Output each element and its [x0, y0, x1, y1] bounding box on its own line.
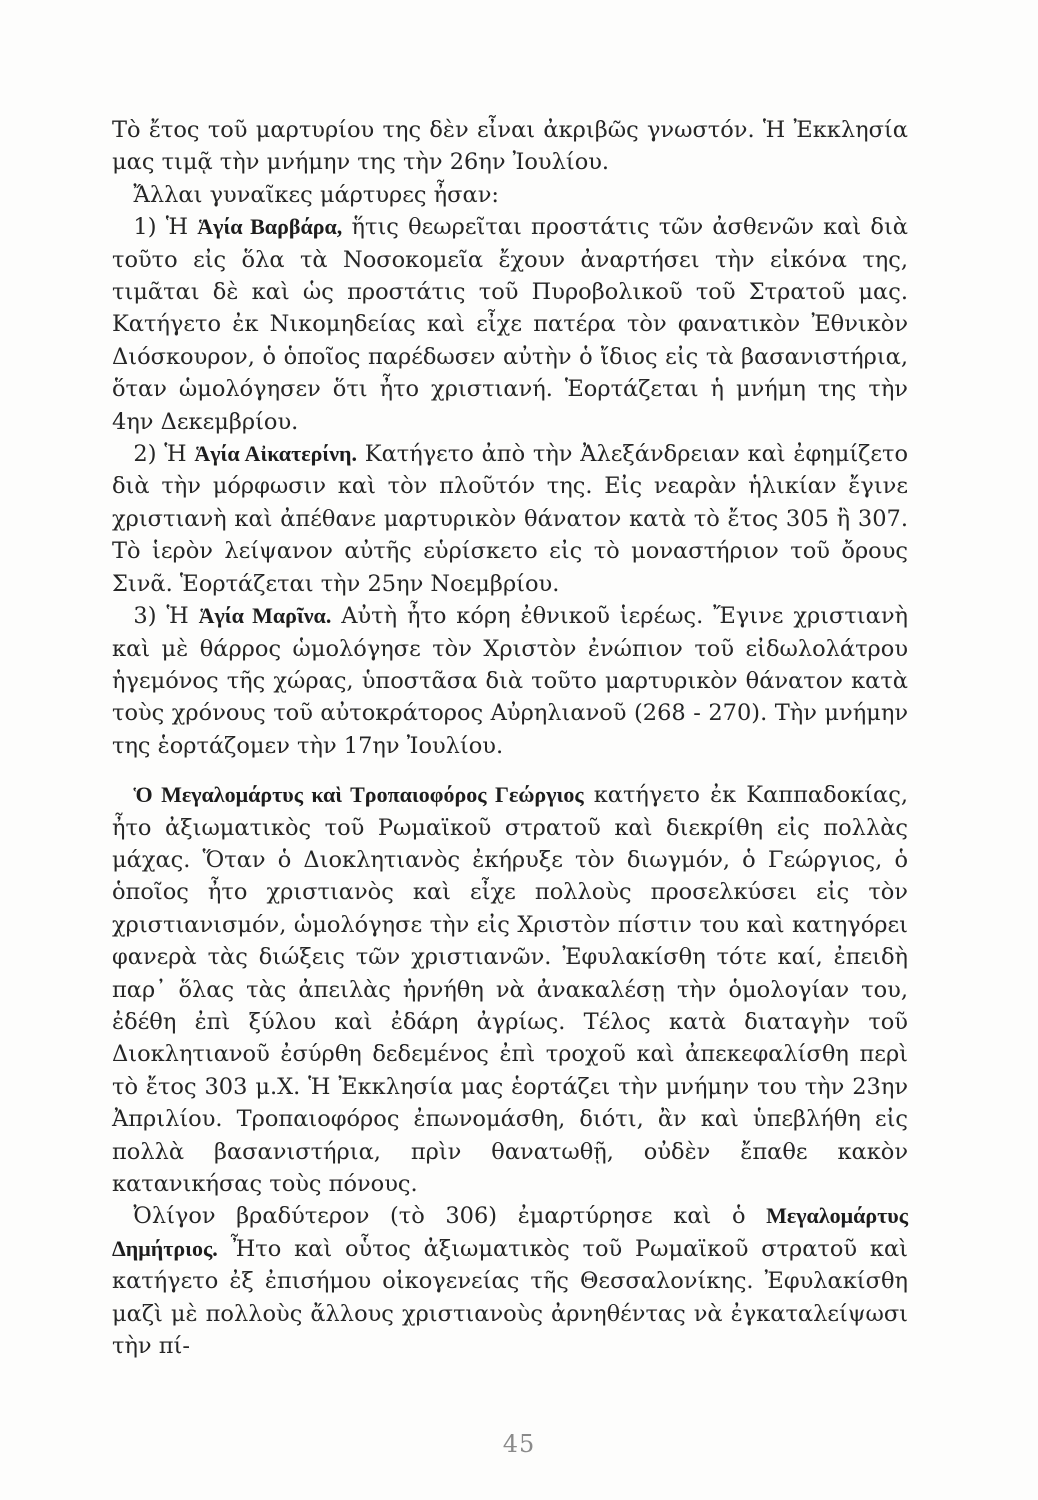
bold-term: Ὁ Μεγαλομάρτυς καὶ Τροπαιοφόρος Γεώργιος: [133, 782, 584, 808]
text-run: Ὀλίγον βραδύτερον (τὸ 306) ἐμαρτύρησε καὶ ὁ: [133, 1203, 767, 1230]
bold-term: Ἁγία Μαρῖνα.: [198, 603, 332, 629]
paragraph-p3: [112, 211, 908, 438]
text-run: Αὐτὴ ἦτο κόρη ἐθνικοῦ ἱερέως. Ἔγινε χριστιανὴ καὶ μὲ θάρρος ὡμολόγησε τὸν Χριστὸν ἐνώπιον τοῦ εἰδωλολάτρου ἡγεμόνος τῆς χώρας, ὑποστᾶσα διὰ τοῦτο μαρτυρικὸν θάνατον κατὰ τοὺς χρόνους τοῦ αὐτοκράτορος Αὐρηλιανοῦ (268 - 270). Τὴν μνήμην της ἑορτάζομεν τὴν 17ην Ἰουλίου.: [112, 603, 908, 759]
text-run: 3) Ἡ: [133, 603, 199, 630]
text-run: ἥτις θεωρεῖται προστάτις τῶν ἀσθενῶν καὶ διὰ τοῦτο εἰς ὅλα τὰ Νοσοκομεῖα ἔχουν ἀναρτήσει τὴν εἰκόνα της, τιμᾶται δὲ καὶ ὡς προστάτις τοῦ Πυροβολικοῦ τοῦ Στρατοῦ μας. Κατήγετο ἐκ Νικομηδείας καὶ εἶχε πατέρα τὸν φανατικὸν Ἐθνικὸν Διόσκουρον, ὁ ὁποῖος παρέδωσεν αὐτὴν ὁ ἴδιος εἰς τὰ βασανιστήρια, ὅταν ὡμολόγησεν ὅτι ἦτο χριστιανή. Ἑορτάζεται ἡ μνήμη της τὴν 4ην Δεκεμβρίου.: [112, 214, 908, 435]
text-run: κατήγετο ἐκ Καππαδοκίας, ἦτο ἀξιωματικὸς τοῦ Ρωμαϊκοῦ στρατοῦ καὶ διεκρίθη εἰς πολλὰς μάχας. Ὅταν ὁ Διοκλητιανὸς ἐκήρυξε τὸν διωγμόν, ὁ Γεώργιος, ὁ ὁποῖος ἦτο χριστιανὸς καὶ εἶχε πολλοὺς προσελκύσει εἰς τὸν χριστιανισμόν, ὡμολόγησε τὴν εἰς Χριστὸν πίστιν του καὶ κατηγόρει φανερὰ τὰς διώξεις τῶν χριστιανῶν. Ἐφυλακίσθη τότε καί, ἐπειδὴ παρ᾽ ὅλας τὰς ἀπειλὰς ἠρνήθη νὰ ἀνακαλέσῃ τὴν ὁμολογίαν του, ἐδέθη ἐπὶ ξύλου καὶ ἐδάρη ἀγρίως. Τέλος κατὰ διαταγὴν τοῦ Διοκλητιανοῦ ἐσύρθη δεδεμένος ἐπὶ τροχοῦ καὶ ἀπεκεφαλίσθη περὶ τὸ ἔτος 303 μ.Χ. Ἡ Ἐκκλησία μας ἑορτάζει τὴν μνήμην του τὴν 23ην Ἀπριλίου. Τροπαιοφόρος ἐπωνομάσθη, διότι, ἂν καὶ ὑπεβλήθη εἰς πολλὰ βασανιστήρια, πρὶν θανατωθῇ, οὐδὲν ἔπαθε κακὸν κατανικήσας τοὺς πόνους.: [112, 782, 908, 1197]
text-run: 2) Ἡ: [133, 441, 195, 468]
page-number: 45: [502, 1430, 536, 1458]
paragraph-p5: [112, 600, 908, 762]
text-run: Κατήγετο ἀπὸ τὴν Ἀλεξάνδρειαν καὶ ἐφημίζετο διὰ τὴν μόρφωσιν καὶ τὸν πλοῦτόν της. Εἰς νεαρὰν ἡλικίαν ἔγινε χριστιανὴ καὶ ἀπέθανε μαρτυρικὸν θάνατον κατὰ τὸ ἔτος 305 ἢ 307. Τὸ ἱερὸν λείψανον αὐτῆς εὑρίσκετο εἰς τὸ μοναστήριον τοῦ ὄρους Σινᾶ. Ἑορτάζεται τὴν 25ην Νοεμβρίου.: [112, 441, 908, 597]
text-run: Τὸ ἔτος τοῦ μαρτυρίου της δὲν εἶναι ἀκριβῶς γνωστόν. Ἡ Ἐκκλησία μας τιμᾷ τὴν μνήμην της τὴν 26ην Ἰουλίου.: [112, 117, 908, 176]
bold-term: Ἁγία Βαρβάρα,: [197, 214, 343, 240]
paragraph-p4: [112, 438, 908, 600]
paragraph-p2: [112, 179, 908, 211]
paragraph-p6: [112, 779, 908, 1200]
body-text: [112, 114, 908, 1362]
paragraph-p7: [112, 1200, 908, 1362]
bold-term: Ἁγία Αἰκατερίνη.: [194, 441, 358, 467]
bold-term: Μεγαλομάρτυς Δημήτριος.: [112, 1203, 908, 1261]
paragraph-p1: [112, 114, 908, 179]
text-run: Ἄλλαι γυναῖκες μάρτυρες ἦσαν:: [133, 181, 499, 208]
text-run: Ἦτο καὶ οὗτος ἀξιωματικὸς τοῦ Ρωμαϊκοῦ στρατοῦ καὶ κατήγετο ἐξ ἐπισήμου οἰκογενείας τῆς Θεσσαλονίκης. Ἐφυλακίσθη μαζὶ μὲ πολλοὺς ἄλλους χριστιανοὺς ἀρνηθέντας νὰ ἐγκαταλείψωσι τὴν πί-: [112, 1235, 908, 1360]
text-run: 1) Ἡ: [133, 214, 198, 241]
